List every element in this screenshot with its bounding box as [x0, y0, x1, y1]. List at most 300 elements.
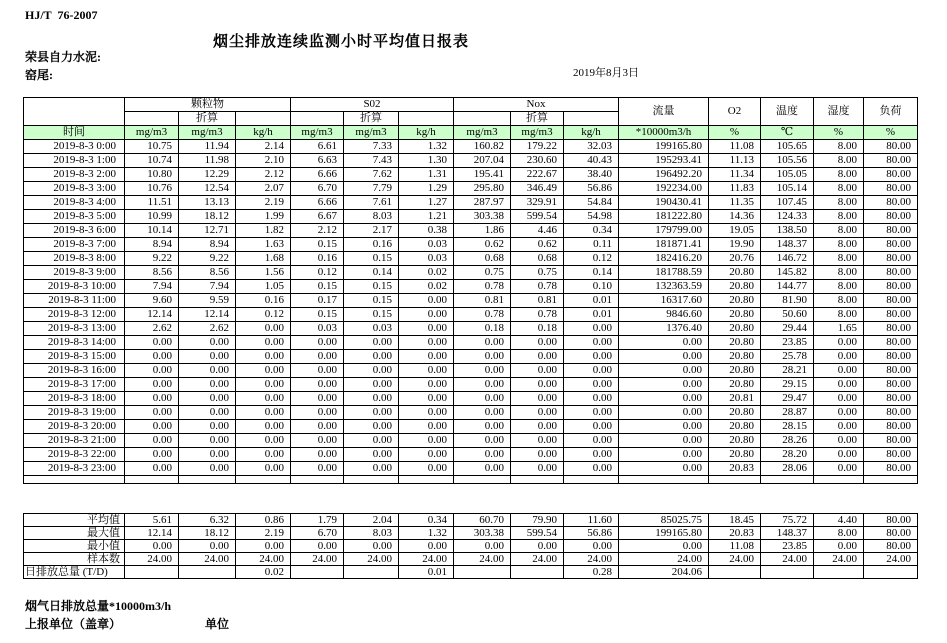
- summary-value: 24.00: [344, 553, 399, 566]
- value-cell: 80.00: [864, 196, 918, 210]
- value-cell: 0.00: [236, 378, 291, 392]
- monitor-location: 窑尾:: [25, 68, 53, 82]
- value-cell: 346.49: [511, 182, 564, 196]
- value-cell: 0.00: [291, 462, 344, 476]
- value-cell: 2.07: [236, 182, 291, 196]
- table-row: [24, 168, 918, 182]
- value-cell: 20.80: [709, 434, 761, 448]
- summary-value: 79.90: [511, 514, 564, 527]
- summary-value: 148.37: [761, 527, 814, 540]
- value-cell: 6.66: [291, 196, 344, 210]
- value-cell: 0.00: [814, 336, 864, 350]
- value-cell: 8.00: [814, 182, 864, 196]
- value-cell: 179799.00: [619, 224, 709, 238]
- time-cell: 2019-8-3 7:00: [24, 238, 125, 252]
- summary-value: 0.00: [291, 540, 344, 553]
- value-cell: 80.00: [864, 322, 918, 336]
- value-cell: 0.15: [344, 252, 399, 266]
- value-cell: 11.98: [179, 154, 236, 168]
- table-row: [24, 336, 918, 350]
- value-cell: 0.00: [125, 364, 179, 378]
- summary-value: 24.00: [454, 553, 511, 566]
- value-cell: 23.85: [761, 336, 814, 350]
- blank-cell: [864, 476, 918, 484]
- summary-value: 199165.80: [619, 527, 709, 540]
- value-cell: 80.00: [864, 364, 918, 378]
- value-cell: 0.12: [291, 266, 344, 280]
- summary-value: [761, 566, 814, 579]
- value-cell: 0.00: [814, 350, 864, 364]
- value-cell: 0.15: [291, 238, 344, 252]
- summary-value: 85025.75: [619, 514, 709, 527]
- value-cell: 20.80: [709, 364, 761, 378]
- unit-cell: %: [709, 126, 761, 140]
- value-cell: 80.00: [864, 294, 918, 308]
- summary-value: 80.00: [864, 540, 918, 553]
- summary-value: 80.00: [864, 514, 918, 527]
- value-cell: 2.62: [125, 322, 179, 336]
- summary-value: 2.19: [236, 527, 291, 540]
- value-cell: 0.00: [344, 448, 399, 462]
- value-cell: 0.78: [511, 280, 564, 294]
- summary-value: 75.72: [761, 514, 814, 527]
- value-cell: 0.00: [511, 462, 564, 476]
- company-name: 荣县自力水泥:: [25, 50, 101, 64]
- value-cell: 0.14: [344, 266, 399, 280]
- value-cell: 160.82: [454, 140, 511, 154]
- time-cell: 2019-8-3 4:00: [24, 196, 125, 210]
- summary-value: 0.28: [564, 566, 619, 579]
- value-cell: 8.00: [814, 154, 864, 168]
- summary-value: [179, 566, 236, 579]
- time-cell: 2019-8-3 6:00: [24, 224, 125, 238]
- summary-value: 20.83: [709, 527, 761, 540]
- time-cell: 2019-8-3 17:00: [24, 378, 125, 392]
- value-cell: 0.16: [236, 294, 291, 308]
- flue-gas-total-note: 烟气日排放总量*10000m3/h: [25, 599, 172, 613]
- value-cell: 6.66: [291, 168, 344, 182]
- summary-value: 6.70: [291, 527, 344, 540]
- unit-cell: kg/h: [236, 126, 291, 140]
- unit-cell: mg/m3: [125, 126, 179, 140]
- value-cell: 0.00: [236, 406, 291, 420]
- value-cell: 9.60: [125, 294, 179, 308]
- summary-value: 80.00: [864, 527, 918, 540]
- value-cell: 0.00: [814, 462, 864, 476]
- value-cell: 7.43: [344, 154, 399, 168]
- value-cell: 0.18: [454, 322, 511, 336]
- value-cell: 9.22: [179, 252, 236, 266]
- value-cell: 0.15: [344, 308, 399, 322]
- value-cell: 12.14: [179, 308, 236, 322]
- value-cell: 0.00: [399, 294, 454, 308]
- value-cell: 20.80: [709, 266, 761, 280]
- value-cell: 7.94: [179, 280, 236, 294]
- value-cell: 329.91: [511, 196, 564, 210]
- value-cell: 28.06: [761, 462, 814, 476]
- header-group-row: [24, 98, 918, 112]
- value-cell: 0.00: [179, 420, 236, 434]
- time-cell: 2019-8-3 14:00: [24, 336, 125, 350]
- value-cell: 10.75: [125, 140, 179, 154]
- value-cell: 0.00: [291, 378, 344, 392]
- value-cell: 0.00: [511, 420, 564, 434]
- col-header-o2: O2: [709, 98, 761, 126]
- value-cell: 28.87: [761, 406, 814, 420]
- sub-blank: [125, 112, 179, 126]
- blank-cell: [564, 476, 619, 484]
- value-cell: 0.15: [291, 280, 344, 294]
- value-cell: 0.00: [564, 322, 619, 336]
- blank-cell: [454, 476, 511, 484]
- summary-value: 0.00: [564, 540, 619, 553]
- value-cell: 12.54: [179, 182, 236, 196]
- value-cell: 18.12: [179, 210, 236, 224]
- value-cell: 54.84: [564, 196, 619, 210]
- value-cell: 105.05: [761, 168, 814, 182]
- blank-cell: [179, 476, 236, 484]
- value-cell: 0.00: [619, 434, 709, 448]
- value-cell: 0.00: [619, 392, 709, 406]
- value-cell: 20.83: [709, 462, 761, 476]
- value-cell: 0.00: [125, 406, 179, 420]
- value-cell: 0.15: [291, 308, 344, 322]
- value-cell: 0.00: [125, 462, 179, 476]
- value-cell: 10.76: [125, 182, 179, 196]
- summary-label: 日排放总量 (T/D): [24, 566, 125, 579]
- value-cell: 0.00: [564, 406, 619, 420]
- summary-value: 303.38: [454, 527, 511, 540]
- value-cell: 0.00: [619, 448, 709, 462]
- value-cell: 0.11: [564, 238, 619, 252]
- value-cell: 0.00: [814, 420, 864, 434]
- value-cell: 295.80: [454, 182, 511, 196]
- value-cell: 12.71: [179, 224, 236, 238]
- value-cell: 80.00: [864, 462, 918, 476]
- summary-value: 18.45: [709, 514, 761, 527]
- value-cell: 25.78: [761, 350, 814, 364]
- value-cell: 0.00: [564, 448, 619, 462]
- value-cell: 0.00: [399, 420, 454, 434]
- value-cell: 1.63: [236, 238, 291, 252]
- value-cell: 10.80: [125, 168, 179, 182]
- value-cell: 0.00: [511, 448, 564, 462]
- value-cell: 0.00: [454, 448, 511, 462]
- summary-value: 0.00: [344, 540, 399, 553]
- summary-row: [24, 540, 918, 553]
- value-cell: 8.94: [125, 238, 179, 252]
- value-cell: 80.00: [864, 266, 918, 280]
- value-cell: 0.00: [564, 350, 619, 364]
- value-cell: 0.00: [564, 378, 619, 392]
- time-cell: 2019-8-3 9:00: [24, 266, 125, 280]
- value-cell: 11.34: [709, 168, 761, 182]
- time-cell: 2019-8-3 8:00: [24, 252, 125, 266]
- value-cell: 28.26: [761, 434, 814, 448]
- table-row: [24, 224, 918, 238]
- summary-value: 5.61: [125, 514, 179, 527]
- value-cell: 29.44: [761, 322, 814, 336]
- summary-value: 24.00: [511, 553, 564, 566]
- unit-cell: kg/h: [399, 126, 454, 140]
- summary-row: [24, 566, 918, 579]
- value-cell: 0.15: [344, 294, 399, 308]
- time-cell: 2019-8-3 11:00: [24, 294, 125, 308]
- value-cell: 80.00: [864, 168, 918, 182]
- value-cell: 0.00: [511, 364, 564, 378]
- summary-value: 24.00: [564, 553, 619, 566]
- value-cell: 20.81: [709, 392, 761, 406]
- value-cell: 20.80: [709, 280, 761, 294]
- col-header-humidity: 湿度: [814, 98, 864, 126]
- value-cell: 28.21: [761, 364, 814, 378]
- unit-cell: *10000m3/h: [619, 126, 709, 140]
- summary-value: 0.00: [454, 540, 511, 553]
- sub-blank: [564, 112, 619, 126]
- value-cell: 2.12: [236, 168, 291, 182]
- time-cell: 2019-8-3 15:00: [24, 350, 125, 364]
- value-cell: 11.35: [709, 196, 761, 210]
- value-cell: 1.29: [399, 182, 454, 196]
- blank-cell: [709, 476, 761, 484]
- value-cell: 6.70: [291, 182, 344, 196]
- value-cell: 0.68: [511, 252, 564, 266]
- value-cell: 0.00: [291, 350, 344, 364]
- value-cell: 1.21: [399, 210, 454, 224]
- value-cell: 0.00: [564, 336, 619, 350]
- value-cell: 9846.60: [619, 308, 709, 322]
- table-row: [24, 434, 918, 448]
- summary-value: [291, 566, 344, 579]
- value-cell: 0.00: [179, 462, 236, 476]
- value-cell: 0.00: [619, 378, 709, 392]
- value-cell: 0.68: [454, 252, 511, 266]
- col-group-so2: S02: [291, 98, 454, 112]
- value-cell: 0.00: [236, 322, 291, 336]
- value-cell: 0.00: [125, 350, 179, 364]
- value-cell: 2.17: [344, 224, 399, 238]
- value-cell: 0.00: [236, 462, 291, 476]
- value-cell: 0.00: [344, 420, 399, 434]
- summary-value: [454, 566, 511, 579]
- value-cell: 0.02: [399, 266, 454, 280]
- value-cell: 0.00: [236, 350, 291, 364]
- summary-value: 24.00: [125, 553, 179, 566]
- value-cell: 0.00: [454, 420, 511, 434]
- value-cell: 0.75: [454, 266, 511, 280]
- value-cell: 38.40: [564, 168, 619, 182]
- value-cell: 0.00: [236, 448, 291, 462]
- table-row: [24, 420, 918, 434]
- standard-code: HJ/T 76-2007: [25, 8, 98, 22]
- value-cell: 0.12: [236, 308, 291, 322]
- sub-blank: [291, 112, 344, 126]
- value-cell: 12.29: [179, 168, 236, 182]
- value-cell: 40.43: [564, 154, 619, 168]
- time-cell: 2019-8-3 19:00: [24, 406, 125, 420]
- value-cell: 0.00: [399, 350, 454, 364]
- value-cell: 80.00: [864, 420, 918, 434]
- summary-value: 24.00: [864, 553, 918, 566]
- table-row: [24, 378, 918, 392]
- value-cell: 0.10: [564, 280, 619, 294]
- value-cell: 1.65: [814, 322, 864, 336]
- value-cell: 0.03: [399, 252, 454, 266]
- value-cell: 80.00: [864, 448, 918, 462]
- value-cell: 1.05: [236, 280, 291, 294]
- value-cell: 7.61: [344, 196, 399, 210]
- value-cell: 9.59: [179, 294, 236, 308]
- summary-value: 23.85: [761, 540, 814, 553]
- page-title: 烟尘排放连续监测小时平均值日报表: [213, 34, 470, 50]
- value-cell: 80.00: [864, 154, 918, 168]
- sub-converted-nox: 折算: [511, 112, 564, 126]
- value-cell: 80.00: [864, 406, 918, 420]
- value-cell: 6.61: [291, 140, 344, 154]
- time-cell: 2019-8-3 23:00: [24, 462, 125, 476]
- value-cell: 0.00: [399, 462, 454, 476]
- value-cell: 0.00: [814, 434, 864, 448]
- value-cell: 0.00: [564, 462, 619, 476]
- time-cell: 2019-8-3 18:00: [24, 392, 125, 406]
- summary-value: 0.00: [511, 540, 564, 553]
- summary-label: 样本数: [24, 553, 125, 566]
- summary-value: 12.14: [125, 527, 179, 540]
- value-cell: 0.00: [344, 462, 399, 476]
- value-cell: 1.68: [236, 252, 291, 266]
- value-cell: 20.80: [709, 350, 761, 364]
- value-cell: 20.80: [709, 448, 761, 462]
- table-row: [24, 154, 918, 168]
- value-cell: 105.14: [761, 182, 814, 196]
- summary-label: 最大值: [24, 527, 125, 540]
- time-cell: 2019-8-3 13:00: [24, 322, 125, 336]
- summary-table: [23, 513, 918, 579]
- value-cell: 287.97: [454, 196, 511, 210]
- value-cell: 20.80: [709, 420, 761, 434]
- value-cell: 190430.41: [619, 196, 709, 210]
- value-cell: 196492.20: [619, 168, 709, 182]
- value-cell: 10.14: [125, 224, 179, 238]
- value-cell: 0.03: [399, 238, 454, 252]
- summary-value: 24.00: [179, 553, 236, 566]
- value-cell: 0.01: [564, 308, 619, 322]
- table-row: [24, 252, 918, 266]
- value-cell: 80.00: [864, 378, 918, 392]
- value-cell: 0.00: [564, 420, 619, 434]
- value-cell: 181788.59: [619, 266, 709, 280]
- value-cell: 0.18: [511, 322, 564, 336]
- value-cell: 0.78: [454, 280, 511, 294]
- value-cell: 0.00: [125, 448, 179, 462]
- value-cell: 6.63: [291, 154, 344, 168]
- unit-cell: kg/h: [564, 126, 619, 140]
- summary-value: [814, 566, 864, 579]
- value-cell: 0.01: [564, 294, 619, 308]
- value-cell: 81.90: [761, 294, 814, 308]
- summary-value: 0.00: [125, 540, 179, 553]
- value-cell: 0.00: [454, 378, 511, 392]
- value-cell: 0.00: [125, 336, 179, 350]
- value-cell: 9.22: [125, 252, 179, 266]
- value-cell: 195.41: [454, 168, 511, 182]
- value-cell: 8.94: [179, 238, 236, 252]
- value-cell: 599.54: [511, 210, 564, 224]
- summary-row: [24, 553, 918, 566]
- value-cell: 8.00: [814, 238, 864, 252]
- summary-value: 24.00: [399, 553, 454, 566]
- table-row: [24, 364, 918, 378]
- value-cell: 8.00: [814, 168, 864, 182]
- value-cell: 8.00: [814, 196, 864, 210]
- value-cell: 8.00: [814, 140, 864, 154]
- col-header-temperature: 温度: [761, 98, 814, 126]
- value-cell: 2.62: [179, 322, 236, 336]
- summary-value: 1.79: [291, 514, 344, 527]
- value-cell: 0.00: [454, 406, 511, 420]
- value-cell: 0.00: [454, 434, 511, 448]
- summary-value: 24.00: [761, 553, 814, 566]
- summary-value: 1.32: [399, 527, 454, 540]
- summary-value: 24.00: [814, 553, 864, 566]
- value-cell: 0.16: [291, 252, 344, 266]
- value-cell: 80.00: [864, 224, 918, 238]
- value-cell: 20.80: [709, 406, 761, 420]
- summary-value: 56.86: [564, 527, 619, 540]
- value-cell: 1.27: [399, 196, 454, 210]
- sub-blank: [236, 112, 291, 126]
- value-cell: 0.00: [511, 434, 564, 448]
- table-row: [24, 294, 918, 308]
- value-cell: 0.00: [179, 406, 236, 420]
- value-cell: 7.79: [344, 182, 399, 196]
- unit-cell: mg/m3: [454, 126, 511, 140]
- summary-value: 0.00: [814, 540, 864, 553]
- value-cell: 0.00: [344, 434, 399, 448]
- value-cell: 2.19: [236, 196, 291, 210]
- time-cell: 2019-8-3 5:00: [24, 210, 125, 224]
- sub-converted-pm: 折算: [179, 112, 236, 126]
- value-cell: 207.04: [454, 154, 511, 168]
- table-row: [24, 392, 918, 406]
- summary-value: 8.03: [344, 527, 399, 540]
- value-cell: 0.00: [179, 392, 236, 406]
- summary-value: 4.40: [814, 514, 864, 527]
- value-cell: 8.00: [814, 308, 864, 322]
- value-cell: 0.00: [399, 322, 454, 336]
- value-cell: 0.81: [511, 294, 564, 308]
- value-cell: 132363.59: [619, 280, 709, 294]
- value-cell: 0.00: [399, 364, 454, 378]
- unit-cell: ℃: [761, 126, 814, 140]
- unit-cell: mg/m3: [291, 126, 344, 140]
- value-cell: 0.00: [125, 378, 179, 392]
- value-cell: 124.33: [761, 210, 814, 224]
- value-cell: 8.03: [344, 210, 399, 224]
- value-cell: 12.14: [125, 308, 179, 322]
- value-cell: 105.56: [761, 154, 814, 168]
- summary-value: 0.00: [179, 540, 236, 553]
- value-cell: 28.20: [761, 448, 814, 462]
- value-cell: 80.00: [864, 350, 918, 364]
- value-cell: 0.00: [236, 364, 291, 378]
- value-cell: 1.30: [399, 154, 454, 168]
- value-cell: 230.60: [511, 154, 564, 168]
- value-cell: 0.00: [179, 350, 236, 364]
- value-cell: 0.00: [399, 308, 454, 322]
- value-cell: 1376.40: [619, 322, 709, 336]
- blank-cell: [236, 476, 291, 484]
